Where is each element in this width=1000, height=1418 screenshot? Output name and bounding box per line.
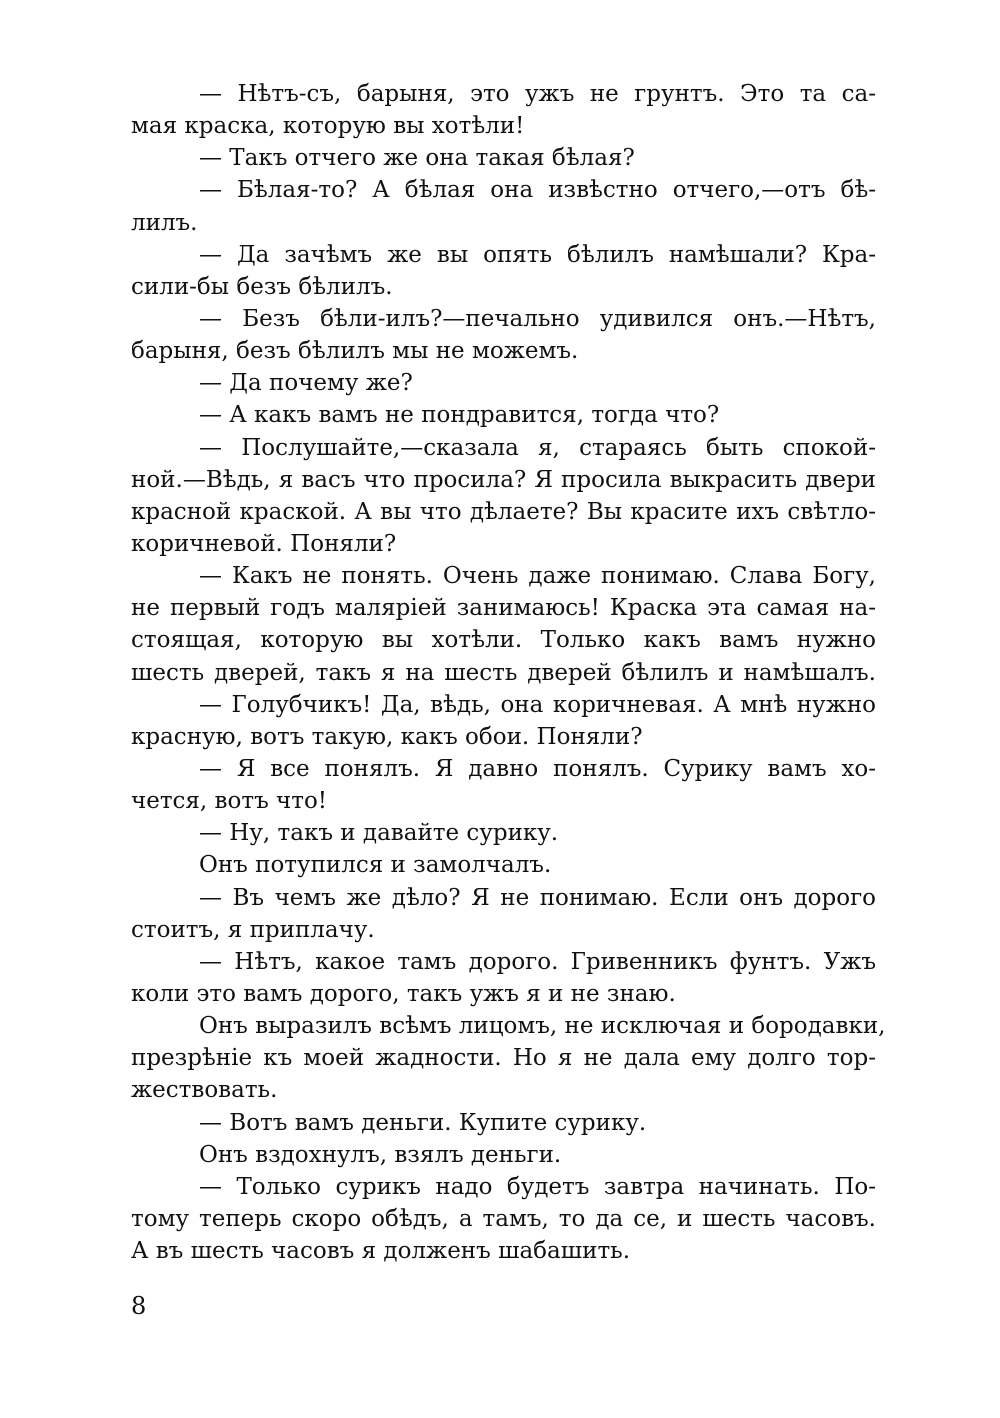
text-line: Онъ потупился и замолчалъ. — [199, 852, 552, 879]
text-line: коли это вамъ дорого, такъ ужъ я и не знаю. — [131, 980, 676, 1007]
text-line: — Такъ отчего же она такая бѣлая? — [199, 145, 635, 172]
text-line: — Да почему же? — [199, 370, 413, 397]
text-line: — Только сурикъ надо будетъ завтра начинать. По- — [199, 1173, 876, 1200]
text-line: красной краской. А вы что дѣлаете? Вы красите ихъ свѣтло- — [131, 498, 876, 525]
text-line: — Нѣтъ-съ, барыня, это ужъ не грунтъ. Это та са- — [199, 81, 876, 107]
text-line: презрѣніе къ моей жадности. Но я не дала ему долго тор- — [131, 1045, 876, 1072]
text-line: А въ шесть часовъ я долженъ шабашить. — [131, 1238, 631, 1265]
page-number: 8 — [131, 1292, 147, 1320]
text-line: — Ну, такъ и давайте сурику. — [199, 820, 559, 847]
text-line: стоящая, которую вы хотѣли. Только какъ вамъ нужно — [131, 627, 876, 654]
text-line: — Голубчикъ! Да, вѣдь, она коричневая. А мнѣ нужно — [199, 691, 876, 718]
text-line: — Какъ не понять. Очень даже понимаю. Слава Богу, — [199, 563, 876, 590]
text-line: — Вотъ вамъ деньги. Купите сурику. — [199, 1109, 647, 1136]
text-line: жествовать. — [131, 1077, 278, 1104]
text-line: лилъ. — [131, 209, 198, 236]
text-line: не первый годъ маляріей занимаюсь! Краска эта самая на- — [131, 595, 876, 622]
text-line: — Въ чемъ же дѣло? Я не понимаю. Если онъ дорого — [199, 884, 876, 911]
text-line: — Да зачѣмъ же вы опять бѣлилъ намѣшали? Кра- — [199, 241, 876, 268]
text-line: ной.—Вѣдь, я васъ что просила? Я просила выкрасить двери — [131, 466, 876, 493]
text-line: — Я все понялъ. Я давно понялъ. Сурику вамъ хо- — [199, 755, 876, 782]
text-line: стоитъ, я приплачу. — [131, 916, 375, 943]
text-line: Онъ выразилъ всѣмъ лицомъ, не исключая и бородавки, — [199, 1013, 886, 1040]
body-text — [131, 78, 886, 1267]
text-line: — А какъ вамъ не пондравится, тогда что? — [199, 402, 720, 429]
text-line: — Нѣтъ, какое тамъ дорого. Гривенникъ фунтъ. Ужъ — [199, 948, 876, 975]
text-line: чется, вотъ что! — [131, 788, 328, 815]
text-line: — Безъ бѣли-илъ?—печально удивился онъ.—Нѣтъ, — [199, 305, 876, 332]
text-line: сили-бы безъ бѣлилъ. — [131, 273, 393, 300]
text-line: тому теперь скоро обѣдъ, а тамъ, то да се, и шесть часовъ. — [131, 1205, 876, 1232]
text-line: барыня, безъ бѣлилъ мы не можемъ. — [131, 338, 579, 365]
text-line: — Послушайте,—сказала я, стараясь быть спокой- — [199, 434, 876, 461]
text-line: — Бѣлая-то? А бѣлая она извѣстно отчего,—отъ бѣ- — [199, 177, 876, 204]
text-line: красную, вотъ такую, какъ обои. Поняли? — [131, 723, 643, 750]
text-line: шесть дверей, такъ я на шесть дверей бѣлилъ и намѣшалъ. — [131, 659, 876, 686]
text-line: коричневой. Поняли? — [131, 530, 397, 557]
text-line: Онъ вздохнулъ, взялъ деньги. — [199, 1141, 562, 1168]
text-line: мая краска, которую вы хотѣли! — [131, 113, 525, 140]
